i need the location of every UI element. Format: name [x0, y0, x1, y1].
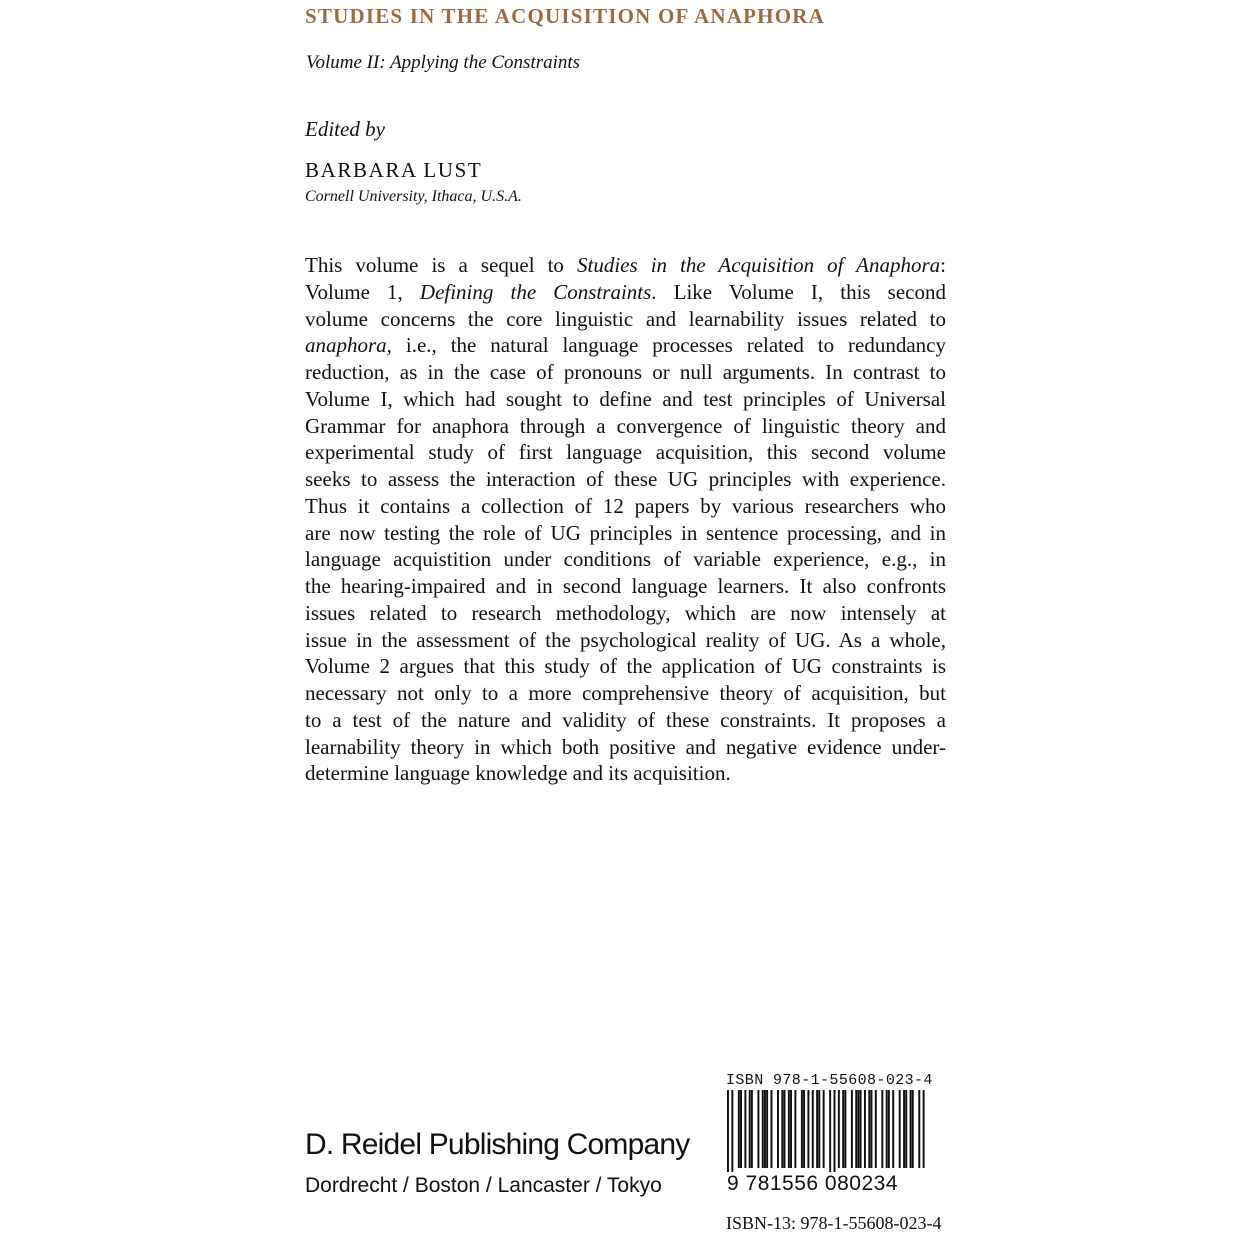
description-line: volume concerns the core linguistic and learnability issues related to [305, 306, 946, 331]
barcode-bar [829, 1090, 831, 1175]
description-line: determine language knowledge and its acquisition. [305, 761, 731, 786]
barcode-bar [857, 1090, 859, 1168]
description-line: issue in the assessment of the psychological reality of UG. As a whole, [305, 627, 946, 652]
barcode-bar [860, 1090, 862, 1168]
barcode-bar [766, 1090, 768, 1168]
barcode-bar [903, 1090, 905, 1168]
description-line: experimental study of first language acquisition, this second volume [305, 440, 946, 465]
barcode-bar [910, 1090, 912, 1168]
description-line: language acquistition under conditions of variable experience, e.g., in [305, 547, 946, 572]
barcode-bar [892, 1090, 894, 1168]
barcode-bar [784, 1090, 786, 1168]
barcode-bar [851, 1090, 853, 1168]
barcode-bar [757, 1090, 759, 1168]
barcode-bar [886, 1090, 888, 1168]
barcode-bar [838, 1090, 840, 1168]
barcode-bar [905, 1090, 907, 1168]
publisher-name: D. Reidel Publishing Company [305, 1128, 690, 1161]
barcode-bar [818, 1090, 820, 1168]
edited-by-label: Edited by [305, 117, 385, 141]
barcode-bar [834, 1090, 836, 1175]
description-line: are now testing the role of UG principles in sentence processing, and in [305, 520, 946, 545]
barcode-bar [740, 1090, 742, 1168]
description-line: Grammar for anaphora through a convergence of linguistic theory and [305, 413, 946, 438]
barcode-bar [794, 1090, 796, 1168]
description-line: Volume I, which had sought to define and test principles of Universal [305, 386, 946, 411]
barcode-bar [781, 1090, 783, 1168]
barcode-bar [727, 1090, 729, 1175]
barcode-bar [749, 1090, 751, 1168]
barcode-bar [812, 1090, 814, 1168]
description-line: Thus it contains a collection of 12 papers by various researchers who [305, 493, 946, 518]
description-line: issues related to research methodology, which are now intensely at [305, 600, 946, 625]
isbn-13-label: ISBN-13: 978-1-55608-023-4 [726, 1213, 942, 1233]
barcode-bar [842, 1090, 844, 1168]
barcode-bar [875, 1090, 877, 1168]
barcode-bar [770, 1090, 772, 1168]
barcode-bar [868, 1090, 870, 1168]
barcode-bar [807, 1090, 809, 1168]
description-line: the hearing-impaired and in second language learners. It also confronts [305, 574, 946, 598]
barcode-bar [803, 1090, 805, 1168]
barcode-bar [888, 1090, 890, 1168]
barcode-bar [738, 1090, 740, 1168]
description-line: anaphora, i.e., the natural language processes related to redundancy [305, 333, 946, 358]
barcode-bar [864, 1090, 866, 1168]
description-line: reduction, as in the case of pronouns or null arguments. In contrast to [305, 360, 946, 384]
barcode-bar [823, 1090, 825, 1168]
description-line: to a test of the nature and validity of these constraints. It proposes a [305, 707, 946, 732]
barcode-bar [751, 1090, 753, 1168]
barcode-bar [777, 1090, 779, 1168]
editor-affiliation: Cornell University, Ithaca, U.S.A. [305, 188, 522, 205]
barcode-bar [744, 1090, 746, 1168]
barcode-bar [790, 1090, 792, 1168]
publisher-cities: Dordrecht / Boston / Lancaster / Tokyo [305, 1174, 662, 1197]
description-line: learnability theory in which both positive and negative evidence under- [305, 734, 946, 759]
description-line: This volume is a sequel to Studies in the Acquisition of Anaphora: [305, 253, 946, 277]
barcode-bar [855, 1090, 857, 1168]
description-line: Volume 2 argues that this study of the application of UG constraints is [305, 654, 946, 679]
barcode-bar [762, 1090, 764, 1168]
barcode-bar [788, 1090, 790, 1168]
barcode-bar [923, 1090, 925, 1168]
description-line: seeks to assess the interaction of these UG principles with experience. [305, 467, 946, 491]
description-line: necessary not only to a more comprehensive theory of acquisition, but [305, 681, 946, 705]
editor-name: BARBARA LUST [305, 158, 483, 182]
barcode-bar [731, 1090, 733, 1175]
book-description [305, 252, 946, 787]
barcode-bar [912, 1090, 914, 1168]
barcode-bar [816, 1090, 818, 1168]
barcode-digits: 9 781556 080234 [727, 1172, 898, 1195]
barcode-bar [764, 1090, 766, 1168]
barcode-bar [899, 1090, 901, 1168]
volume-subtitle: Volume II: Applying the Constraints [306, 52, 581, 73]
barcode-bar [844, 1090, 846, 1168]
barcode-bar [801, 1090, 803, 1168]
isbn-label: ISBN 978-1-55608-023-4 [726, 1072, 933, 1089]
barcode-bar [870, 1090, 872, 1168]
series-title: STUDIES IN THE ACQUISITION OF ANAPHORA [305, 4, 825, 28]
description-line: Volume 1, Defining the Constraints. Like Volume I, this second [305, 279, 946, 304]
barcode-bar [881, 1090, 883, 1168]
barcode-graphic [727, 1090, 927, 1175]
barcode-bar [918, 1090, 920, 1168]
